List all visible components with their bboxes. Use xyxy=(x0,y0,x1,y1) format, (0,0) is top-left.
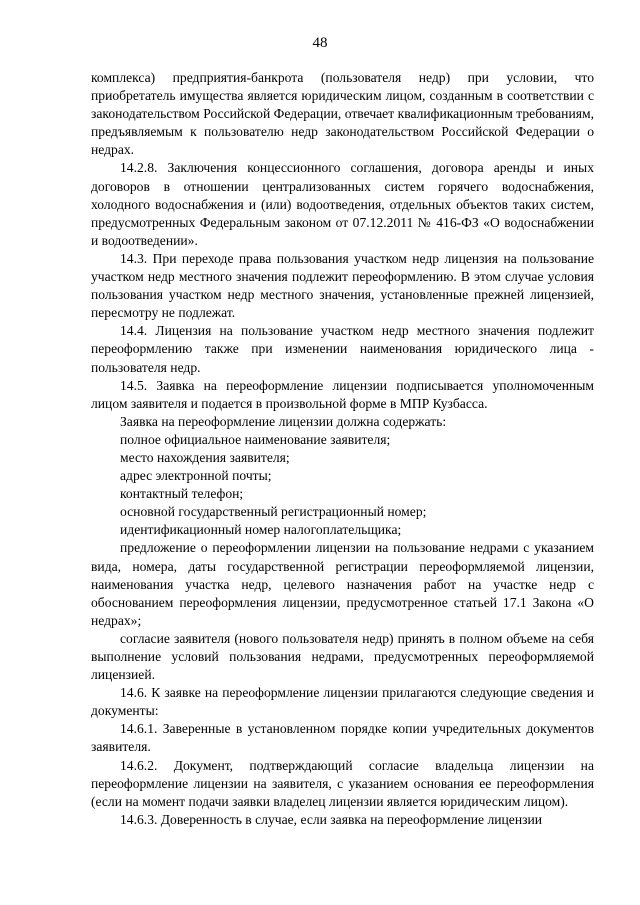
list-item-inn: идентификационный номер налогоплательщика; xyxy=(120,522,402,538)
paragraph-14-6: 14.6. К заявке на переоформление лицензии прилагаются следующие сведения и документы: xyxy=(91,685,594,719)
list-item-phone: контактный телефон; xyxy=(120,486,244,502)
list-item-consent: согласие заявителя (нового пользователя недр) принять в полном объеме на себя выполнение условий пользования недрами, предусмотренных переоформляемой лицензией. xyxy=(91,630,594,683)
list-item-location: место нахождения заявителя; xyxy=(120,449,290,465)
list-item-email: адрес электронной почты; xyxy=(120,468,272,484)
paragraph-14-6-2: 14.6.2. Документ, подтверждающий согласие владельца лицензии на переоформление лицензии на заявителя, с указанием основания ее переоформления (если на момент подачи заявки владелец лицензии является юридическим лицом). xyxy=(91,757,594,809)
paragraph-14-5: 14.5. Заявка на переоформление лицензии подписывается уполномоченным лицом заявителя и подается в произвольной форме в МПР Кузбасса. xyxy=(91,377,594,411)
paragraph-14-3: 14.3. При переходе права пользования участком недр лицензия на пользование участком недр местного значения подлежит переоформлению. В этом случае условия пользования участком недр местного значения, установленные прежней лицензией, пересмотру не подлежат. xyxy=(91,250,594,321)
list-item-ogrn: основной государственный регистрационный номер; xyxy=(120,504,427,520)
page-number: 48 xyxy=(312,35,328,51)
document-body xyxy=(91,69,594,829)
list-item-full-name: полное официальное наименование заявителя; xyxy=(120,431,391,447)
paragraph-application-contents: Заявка на переоформление лицензии должна содержать: xyxy=(120,413,447,429)
paragraph-continuation: комплекса) предприятия-банкрота (пользователя недр) при условии, что приобретатель имущества является юридическим лицом, созданным в соответствии с законодательством Российской Федерации, отвечает квалификационным требованиям, предъявляемым к пользователю недр законодательством Российской Федерации о недрах. xyxy=(91,70,594,158)
paragraph-14-6-3: 14.6.3. Доверенность в случае, если заявка на переоформление лицензии xyxy=(120,811,543,827)
paragraph-14-6-1: 14.6.1. Заверенные в установленном порядке копии учредительных документов заявителя. xyxy=(91,721,594,755)
paragraph-14-4: 14.4. Лицензия на пользование участком недр местного значения подлежит переоформлению также при изменении наименования юридического лица - пользователя недр. xyxy=(91,323,594,375)
paragraph-14-2-8: 14.2.8. Заключения концессионного соглашения, договора аренды и иных договоров в отношении централизованных систем горячего водоснабжения, холодного водоснабжения и (или) водоотведения, отдельных объектов таких систем, предусмотренных Федеральным законом от 07.12.2011 № 416-ФЗ «О водоснабжении и водоотведении». xyxy=(91,160,594,248)
list-item-proposal: предложение о переоформлении лицензии на пользование недрами с указанием вида, номера, даты государственной регистрации переоформляемой лицензии, наименования участка недр, целевого назначения работ на участке недр с обоснованием переоформления лицензии, предусмотренное статьей 17.1 Закона «О недрах»; xyxy=(91,540,594,628)
